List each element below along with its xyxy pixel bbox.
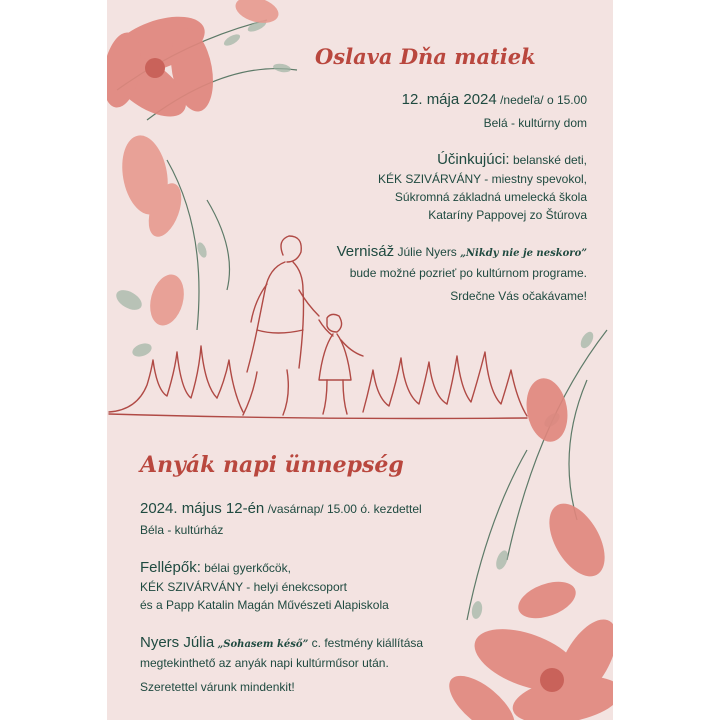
sk-date-rest: /nedeľa/ o 15.00 — [496, 93, 587, 107]
hu-performers-label: Fellépők: — [140, 559, 201, 576]
sk-date: 12. mája 2024 — [401, 91, 497, 108]
hu-performers-line3: és a Papp Katalin Magán Művészeti Alapiskola — [140, 598, 389, 612]
hu-date-line — [140, 502, 422, 516]
sk-performers-label: Účinkujúci: — [437, 151, 510, 168]
hu-place: Béla - kultúrház — [140, 523, 224, 537]
hu-exhibition-line2: megtekinthető az anyák napi kultúrműsor után. — [140, 656, 389, 670]
hu-title: Anyák napi ünnepség — [140, 452, 404, 478]
sk-vernisage-title: „Nikdy nie je neskoro” — [460, 248, 587, 259]
mother-daughter-line-art — [107, 0, 613, 720]
sk-welcome: Srdečne Vás očakávame! — [450, 289, 587, 303]
sk-place: Belá - kultúrny dom — [483, 116, 587, 130]
sk-performers-line3: Súkromná základná umelecká škola — [394, 190, 587, 204]
sk-performers-line4: Kataríny Pappovej zo Štúrova — [428, 208, 587, 222]
hu-performers-line2: KÉK SZIVÁRVÁNY - helyi énekcsoport — [140, 580, 347, 594]
sk-vernisage-line1: Vernisáž Júlie Nyers „Nikdy nie je neskoro” — [336, 243, 587, 260]
hu-date-rest: /vasárnap/ 15.00 ó. kezdettel — [264, 502, 422, 516]
sk-performers-line2: KÉK SZIVÁRVÁNY - miestny spevokol, — [378, 172, 587, 186]
hu-exhibition-author: Nyers Júlia — [140, 634, 215, 651]
hu-performers-line1: Fellépők: bélai gyerkőcök, — [140, 559, 291, 576]
sk-vernisage-label: Vernisáž — [336, 243, 395, 260]
hu-date: 2024. május 12-én — [140, 500, 265, 517]
sk-performers-line1: Účinkujúci: belanské deti, — [437, 151, 587, 168]
poster — [107, 0, 613, 720]
sk-vernisage-line2: bude možné pozrieť po kultúrnom programe. — [349, 266, 587, 280]
hu-welcome: Szeretettel várunk mindenkit! — [140, 680, 295, 694]
sk-title: Oslava Dňa matiek — [315, 44, 536, 69]
hu-exhibition-line1: Nyers Júlia „Sohasem késő” c. festmény kiállítása — [140, 634, 424, 651]
sk-date-line — [402, 93, 587, 107]
hu-exhibition-title: „Sohasem késő” — [217, 639, 309, 650]
